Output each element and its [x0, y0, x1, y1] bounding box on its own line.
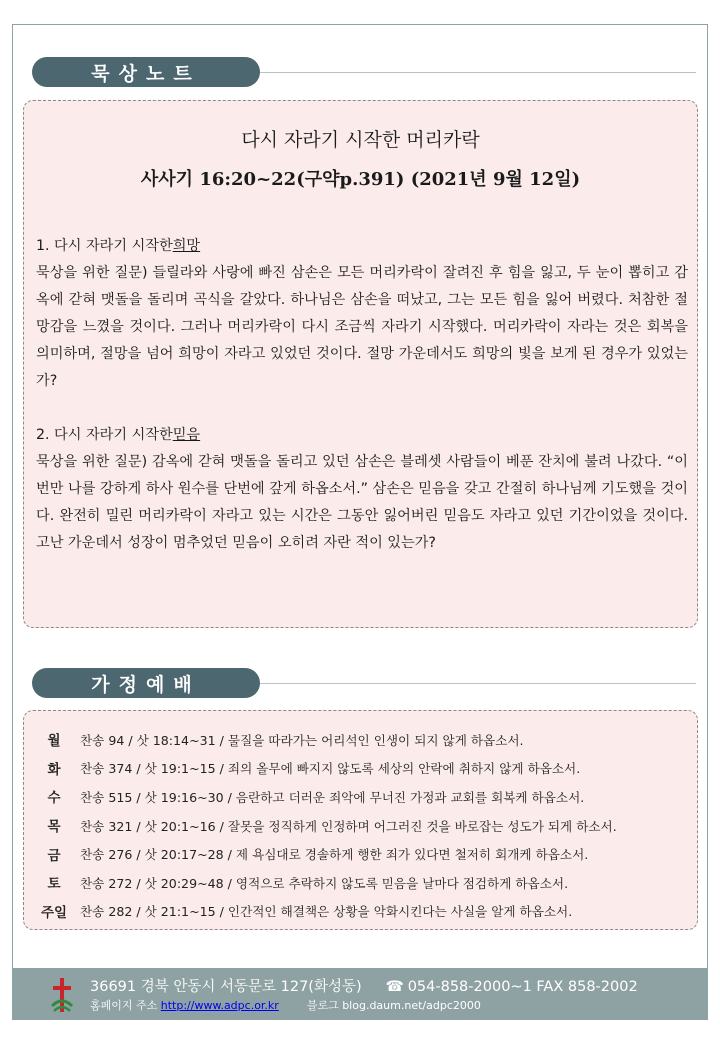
- worship-row: [34, 868, 694, 897]
- homepage-link[interactable]: http://www.adpc.or.kr: [160, 999, 279, 1012]
- worship-day: 토: [47, 876, 61, 893]
- worship-day: 월: [47, 733, 61, 750]
- point-1-heading-prefix: 1. 다시 자라기 시작한: [36, 238, 173, 254]
- footer-bar: [12, 968, 708, 1020]
- worship-day: 목: [47, 819, 61, 836]
- worship-entry: 찬송 515 / 삿 19:16~30 / 음란하고 더러운 죄악에 무너진 가정과 교회를 회복케 하옵소서.: [80, 789, 585, 805]
- footer-contact-line: [90, 975, 638, 996]
- point-2-heading-keyword: 믿음: [172, 427, 201, 443]
- point-2-heading-prefix: 2. 다시 자라기 시작한: [36, 427, 173, 443]
- worship-row: [34, 754, 694, 783]
- worship-day: 금: [47, 847, 61, 864]
- church-cross-logo-icon: [50, 976, 74, 1014]
- worship-row: [34, 839, 694, 868]
- worship-row: [34, 782, 694, 811]
- worship-row: [34, 897, 694, 926]
- blog-address: 블로그 blog.daum.net/adpc2000: [306, 999, 481, 1012]
- worship-row: [34, 725, 694, 754]
- homepage-label: 홈페이지 주소: [90, 999, 158, 1012]
- worship-row: [34, 811, 694, 840]
- family-worship-box: [23, 710, 698, 930]
- worship-entry: 찬송 272 / 삿 20:29~48 / 영적으로 추락하지 않도록 믿음을 날마다 점검하게 하옵소서.: [80, 875, 569, 891]
- point-2-body: 묵상을 위한 질문) 감옥에 갇혀 맷돌을 돌리고 있던 삼손은 블레셋 사람들이 베푼 잔치에 불려 나갔다. “이번만 나를 강하게 하사 원수를 단번에 갚게 하옵소서.” 삼손은 믿음을 갖고 간절히 하나님께 기도했을 것이다. 완전히 밀린 머리카락이 자라고 있는 시간은 그동안 잃어버린 믿음도 자라고 있던 기간이었을 것이다. 고난 가운데서 성장이 멈추었던 믿음이 오히려 자란 적이 있는가?: [36, 454, 688, 551]
- footer-web-line: [90, 997, 481, 1013]
- church-address: 36691 경북 안동시 서동문로 127(화성동): [90, 979, 362, 995]
- point-1-body: 묵상을 위한 질문) 들릴라와 사랑에 빠진 삼손은 모든 머리카락이 잘려진 후 힘을 잃고, 두 눈이 뽑히고 감옥에 갇혀 맷돌을 돌리며 곡식을 갈았다. 하나님은 삼손을 떠났고, 그는 모든 힘을 잃어 버렸다. 처참한 절망감을 느꼈을 것이다. 그러나 머리카락이 다시 조금씩 자라기 시작했다. 머리카락이 자라는 것은 회복을 의미하며, 절망을 넘어 희망이 자라고 있었던 것이다. 절망 가운데서도 희망의 빛을 보게 된 경우가 있었는가?: [36, 265, 688, 389]
- section-title-meditation: 묵상노트: [32, 57, 260, 87]
- point-1-heading: [36, 233, 688, 260]
- point-2-heading: [36, 422, 688, 449]
- meditation-body: [36, 233, 688, 557]
- meditation-box: [23, 100, 698, 628]
- section-title-family-worship: 가정예배: [32, 668, 260, 698]
- worship-schedule: [34, 725, 694, 925]
- worship-day: 화: [47, 761, 61, 778]
- worship-entry: 찬송 94 / 삿 18:14~31 / 물질을 따라가는 어리석인 인생이 되지 않게 하옵소서.: [80, 732, 524, 748]
- meditation-title: 다시 자라기 시작한 머리카락: [241, 129, 480, 151]
- phone-fax: 054-858-2000~1 FAX 858-2002: [407, 979, 638, 995]
- section-divider: [260, 72, 696, 73]
- point-1-heading-keyword: 희망: [172, 238, 201, 254]
- phone-icon: ☎: [385, 979, 404, 995]
- scripture-reference: 사사기 16:20~22(구약p.391) (2021년 9월 12일): [140, 169, 581, 190]
- worship-entry: 찬송 282 / 삿 21:1~15 / 인간적인 해결책은 상황을 악화시킨다는 사실을 알게 하옵소서.: [80, 904, 573, 920]
- worship-day: 수: [47, 790, 61, 807]
- worship-entry: 찬송 321 / 삿 20:1~16 / 잘못을 정직하게 인정하며 어그러진 것을 바로잡는 성도가 되게 하소서.: [80, 818, 617, 834]
- worship-entry: 찬송 374 / 삿 19:1~15 / 죄의 올무에 빠지지 않도록 세상의 안락에 취하지 않게 하옵소서.: [80, 761, 581, 777]
- section-divider: [260, 683, 696, 684]
- worship-entry: 찬송 276 / 삿 20:17~28 / 제 욕심대로 경솔하게 행한 죄가 있다면 철저히 회개케 하옵소서.: [80, 847, 589, 863]
- worship-day: 주일: [40, 904, 68, 921]
